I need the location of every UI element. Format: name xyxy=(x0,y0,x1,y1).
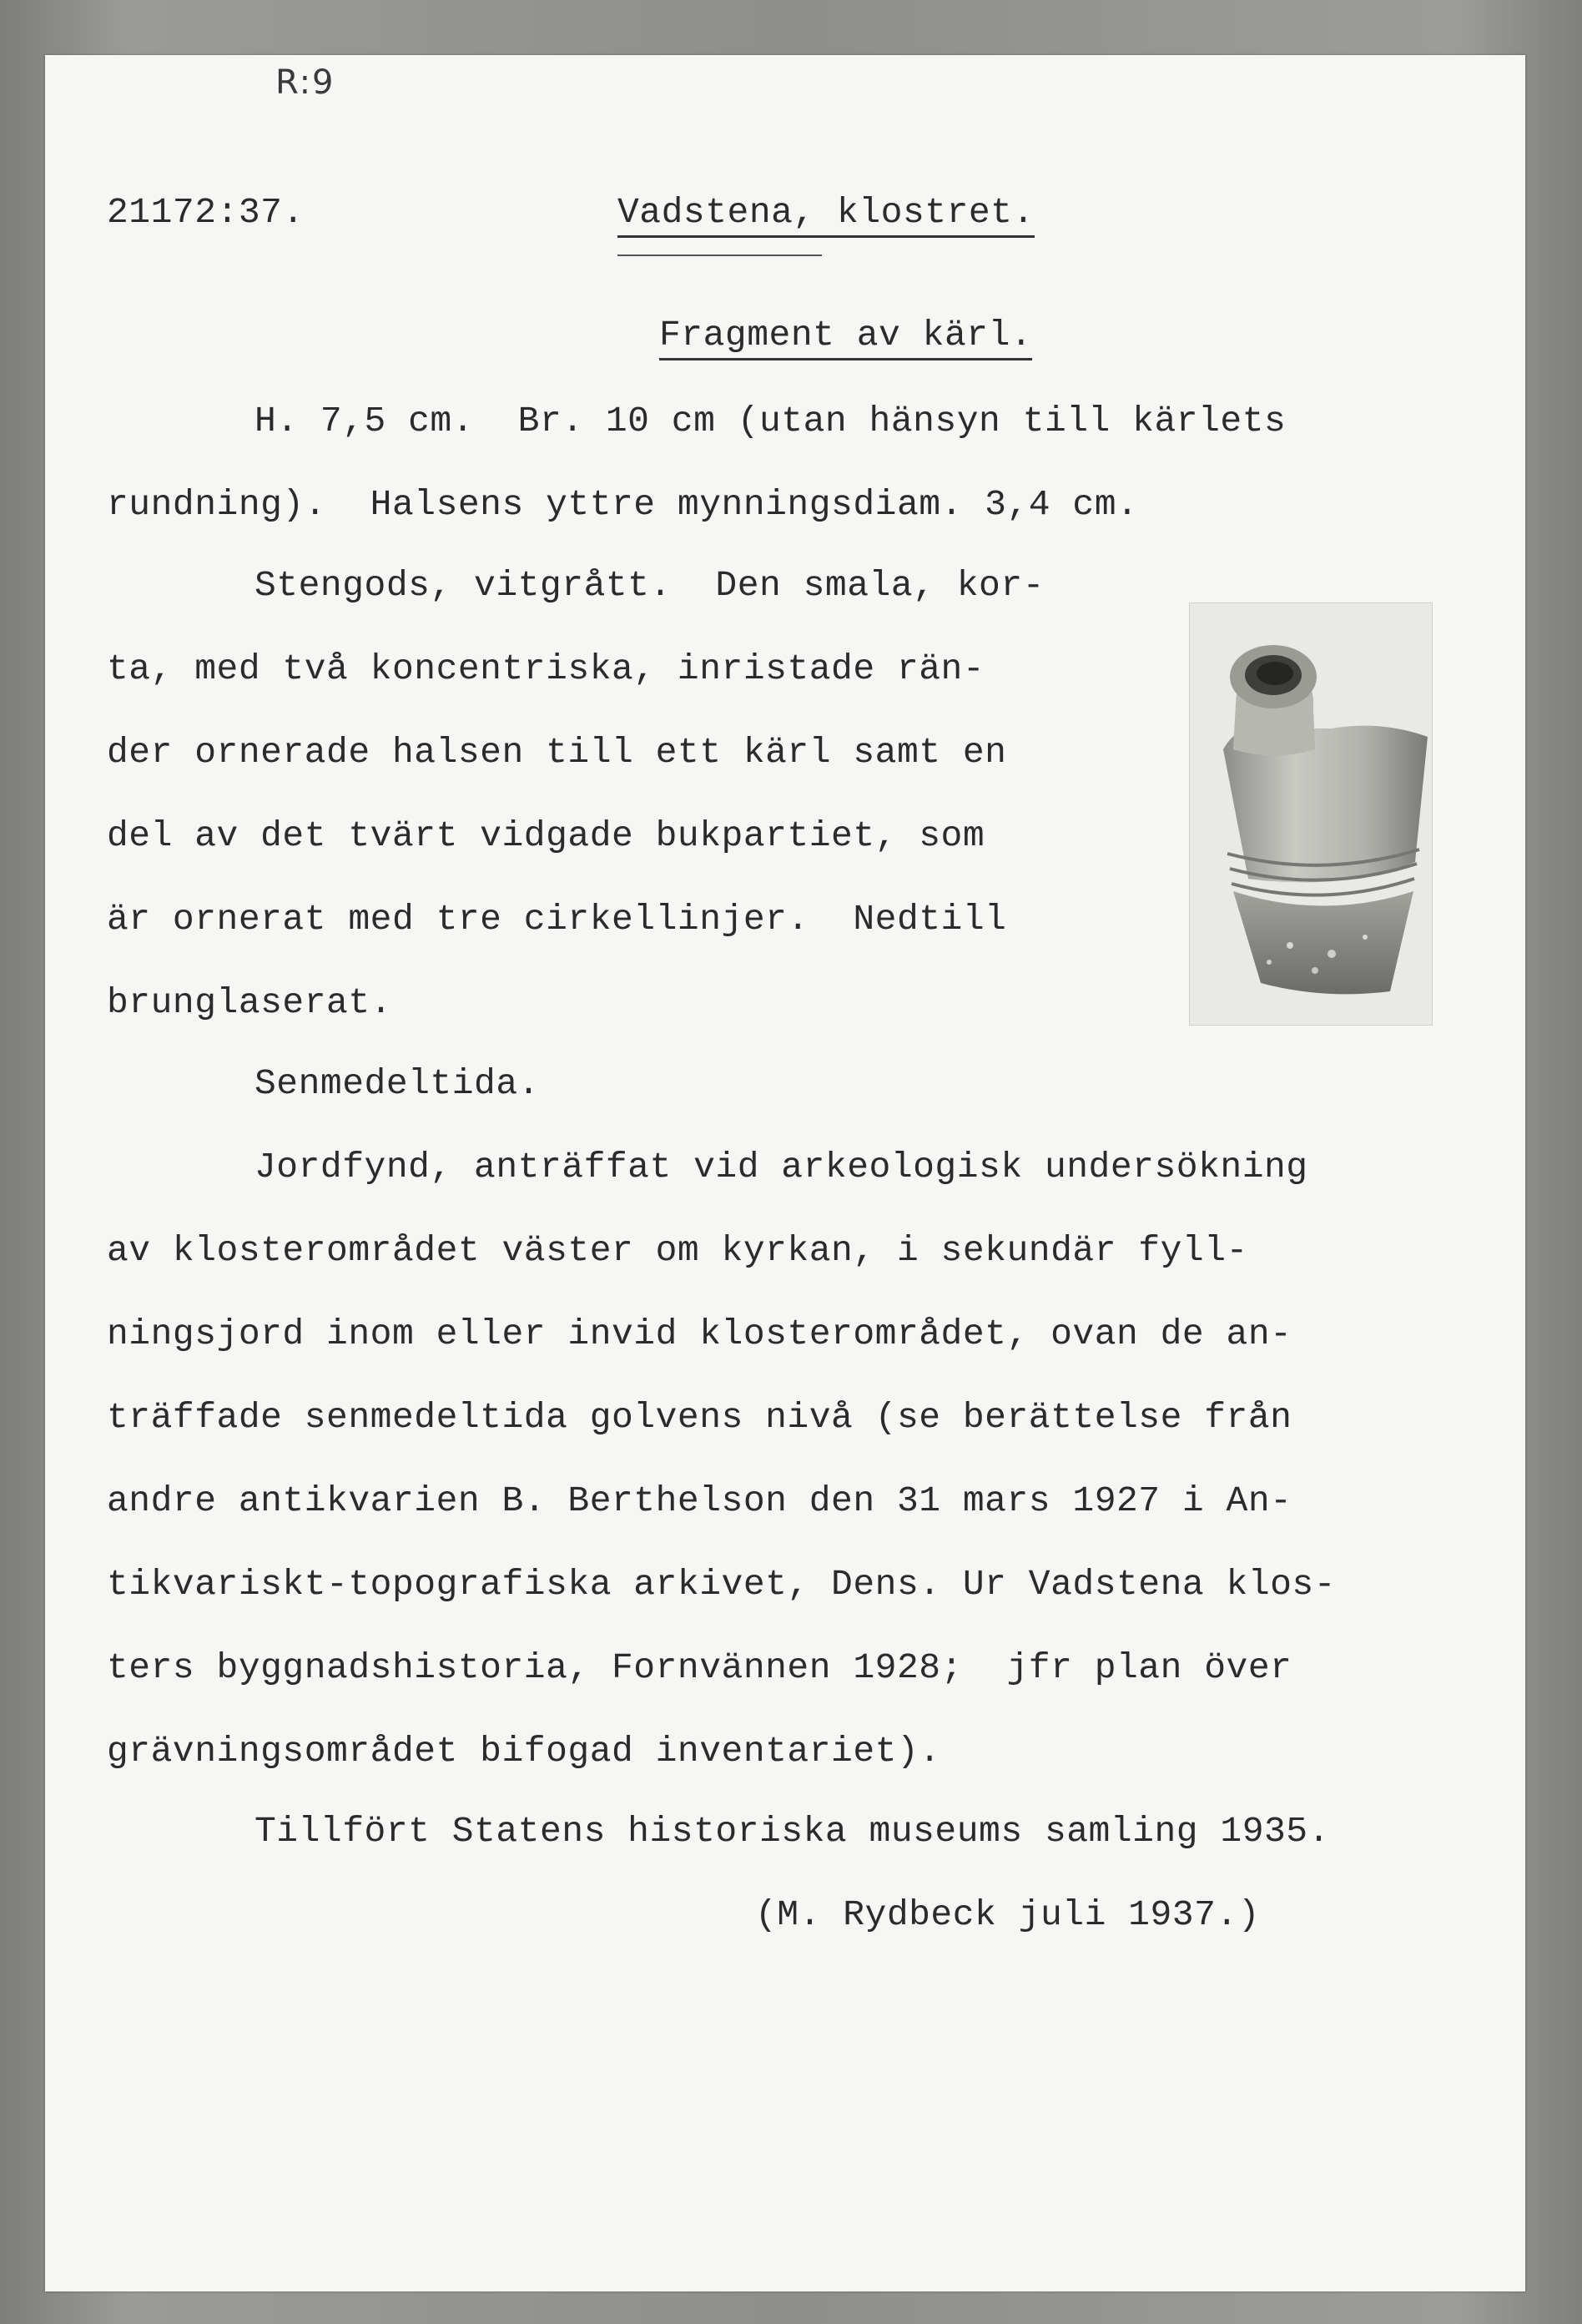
text-line: Stengods, vitgrått. Den smala, kor- xyxy=(254,565,1045,606)
text-line: ters byggnadshistoria, Fornvännen 1928; jfr plan över xyxy=(107,1647,1292,1688)
text-line: av klosterområdet väster om kyrkan, i sekundär fyll- xyxy=(107,1230,1248,1271)
text-line: tikvariskt-topografiska arkivet, Dens. Ur Vadstena klos- xyxy=(107,1564,1337,1605)
object-title: Fragment av kärl. xyxy=(659,317,1032,360)
catalog-number: 21172:37. xyxy=(107,192,305,233)
text-line: rundning). Halsens yttre mynningsdiam. 3,4 cm. xyxy=(107,484,1139,525)
text-line: Jordfynd, anträffat vid arkeologisk undersökning xyxy=(254,1147,1308,1187)
text-line: träffade senmedeltida golvens nivå (se berättelse från xyxy=(107,1397,1292,1438)
text-line: Senmedeltida. xyxy=(254,1063,540,1104)
location-heading: Vadstena, klostret. xyxy=(617,194,1035,238)
vessel-fragment-photo xyxy=(1189,602,1433,1026)
text-line: grävningsområdet bifogad inventariet). xyxy=(107,1731,941,1772)
text-line: ta, med två koncentriska, inristade rän- xyxy=(107,648,985,689)
text-line: del av det tvärt vidgade bukpartiet, som xyxy=(107,815,985,856)
text-line: brunglaserat. xyxy=(107,982,392,1023)
text-line: är ornerat med tre cirkellinjer. Nedtill xyxy=(107,899,1007,940)
text-line: ningsjord inom eller invid klosterområdet, ovan de an- xyxy=(107,1313,1292,1354)
text-line: Tillfört Statens historiska museums samling 1935. xyxy=(254,1811,1330,1852)
text-line: der ornerade halsen till ett kärl samt en xyxy=(107,732,1007,773)
text-line: andre antikvarien B. Berthelson den 31 mars 1927 i An- xyxy=(107,1480,1292,1521)
signature: (M. Rydbeck juli 1937.) xyxy=(755,1894,1260,1935)
text-line: H. 7,5 cm. Br. 10 cm (utan hänsyn till kärlets xyxy=(254,401,1287,441)
handwritten-note: R:9 xyxy=(275,63,335,102)
heading-rule xyxy=(617,255,822,256)
